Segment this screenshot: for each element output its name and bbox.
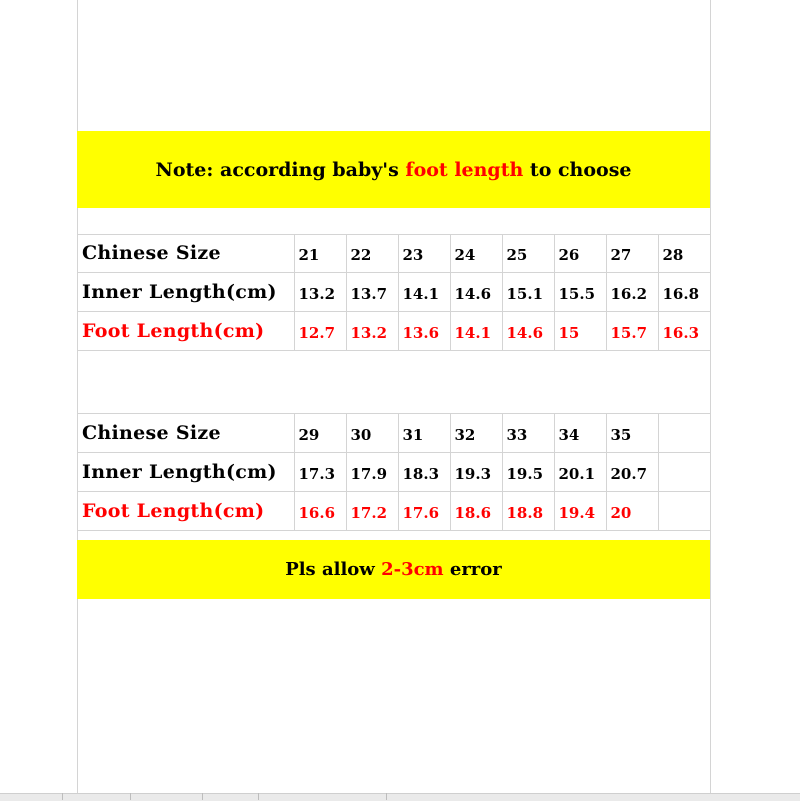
inner-length-cell: 13.2 <box>294 273 346 312</box>
column-gridline-right <box>710 0 711 793</box>
foot-length-cell: 20 <box>606 492 658 531</box>
size-cell: 26 <box>554 234 606 273</box>
size-cell: 21 <box>294 234 346 273</box>
inner-length-cell <box>658 453 710 492</box>
size-cell: 27 <box>606 234 658 273</box>
inner-length-cell: 17.9 <box>346 453 398 492</box>
inner-length-cell: 14.1 <box>398 273 450 312</box>
inner-length-cell: 14.6 <box>450 273 502 312</box>
inner-length-cell: 15.5 <box>554 273 606 312</box>
inner-length-row <box>77 273 710 312</box>
inner-length-cell: 19.5 <box>502 453 554 492</box>
size-cell <box>658 414 710 453</box>
foot-length-cell: 14.1 <box>450 312 502 351</box>
note-banner <box>77 131 710 208</box>
inner-length-cell: 16.2 <box>606 273 658 312</box>
inner-length-row <box>77 453 710 492</box>
size-cell: 32 <box>450 414 502 453</box>
blank-row <box>77 208 710 235</box>
size-table-2 <box>77 414 710 531</box>
size-cell: 28 <box>658 234 710 273</box>
row-label: Inner Length(cm) <box>77 273 294 312</box>
foot-length-cell: 17.2 <box>346 492 398 531</box>
error-banner <box>77 540 710 599</box>
error-text-before: Pls allow <box>285 559 382 580</box>
inner-length-cell: 16.8 <box>658 273 710 312</box>
inner-length-cell: 20.7 <box>606 453 658 492</box>
inner-length-cell: 13.7 <box>346 273 398 312</box>
tab-divider <box>62 793 63 800</box>
blank-row <box>77 343 710 414</box>
inner-length-cell: 19.3 <box>450 453 502 492</box>
note-text-before: Note: according baby's <box>155 158 406 181</box>
foot-length-cell: 13.6 <box>398 312 450 351</box>
size-cell: 33 <box>502 414 554 453</box>
tab-divider <box>130 793 131 800</box>
foot-length-cell: 15 <box>554 312 606 351</box>
blank-row <box>77 522 710 540</box>
foot-length-cell: 17.6 <box>398 492 450 531</box>
foot-length-cell: 14.6 <box>502 312 554 351</box>
row-label: Foot Length(cm) <box>77 492 294 531</box>
foot-length-cell: 15.7 <box>606 312 658 351</box>
inner-length-cell: 17.3 <box>294 453 346 492</box>
size-cell: 34 <box>554 414 606 453</box>
tab-divider <box>202 793 203 800</box>
inner-length-cell: 15.1 <box>502 273 554 312</box>
size-table-1 <box>77 234 710 351</box>
error-text-highlight: 2-3cm <box>381 559 444 580</box>
size-cell: 22 <box>346 234 398 273</box>
inner-length-cell: 20.1 <box>554 453 606 492</box>
size-cell: 24 <box>450 234 502 273</box>
foot-length-cell: 16.3 <box>658 312 710 351</box>
inner-length-cell: 18.3 <box>398 453 450 492</box>
size-cell: 35 <box>606 414 658 453</box>
row-label: Inner Length(cm) <box>77 453 294 492</box>
size-cell: 31 <box>398 414 450 453</box>
row-label: Chinese Size <box>77 414 294 453</box>
size-cell: 29 <box>294 414 346 453</box>
tab-divider <box>258 793 259 800</box>
foot-length-cell: 19.4 <box>554 492 606 531</box>
tab-divider <box>386 793 387 800</box>
foot-length-cell: 16.6 <box>294 492 346 531</box>
foot-length-cell: 18.8 <box>502 492 554 531</box>
size-cell: 25 <box>502 234 554 273</box>
note-text-highlight: foot length <box>405 158 524 181</box>
size-cell: 23 <box>398 234 450 273</box>
foot-length-cell: 12.7 <box>294 312 346 351</box>
chinese-size-row <box>77 414 710 453</box>
row-label: Chinese Size <box>77 234 294 273</box>
chinese-size-row <box>77 234 710 273</box>
note-text-after: to choose <box>523 158 632 181</box>
foot-length-cell: 13.2 <box>346 312 398 351</box>
row-label: Foot Length(cm) <box>77 312 294 351</box>
error-text-after: error <box>443 559 502 580</box>
size-cell: 30 <box>346 414 398 453</box>
foot-length-cell: 18.6 <box>450 492 502 531</box>
